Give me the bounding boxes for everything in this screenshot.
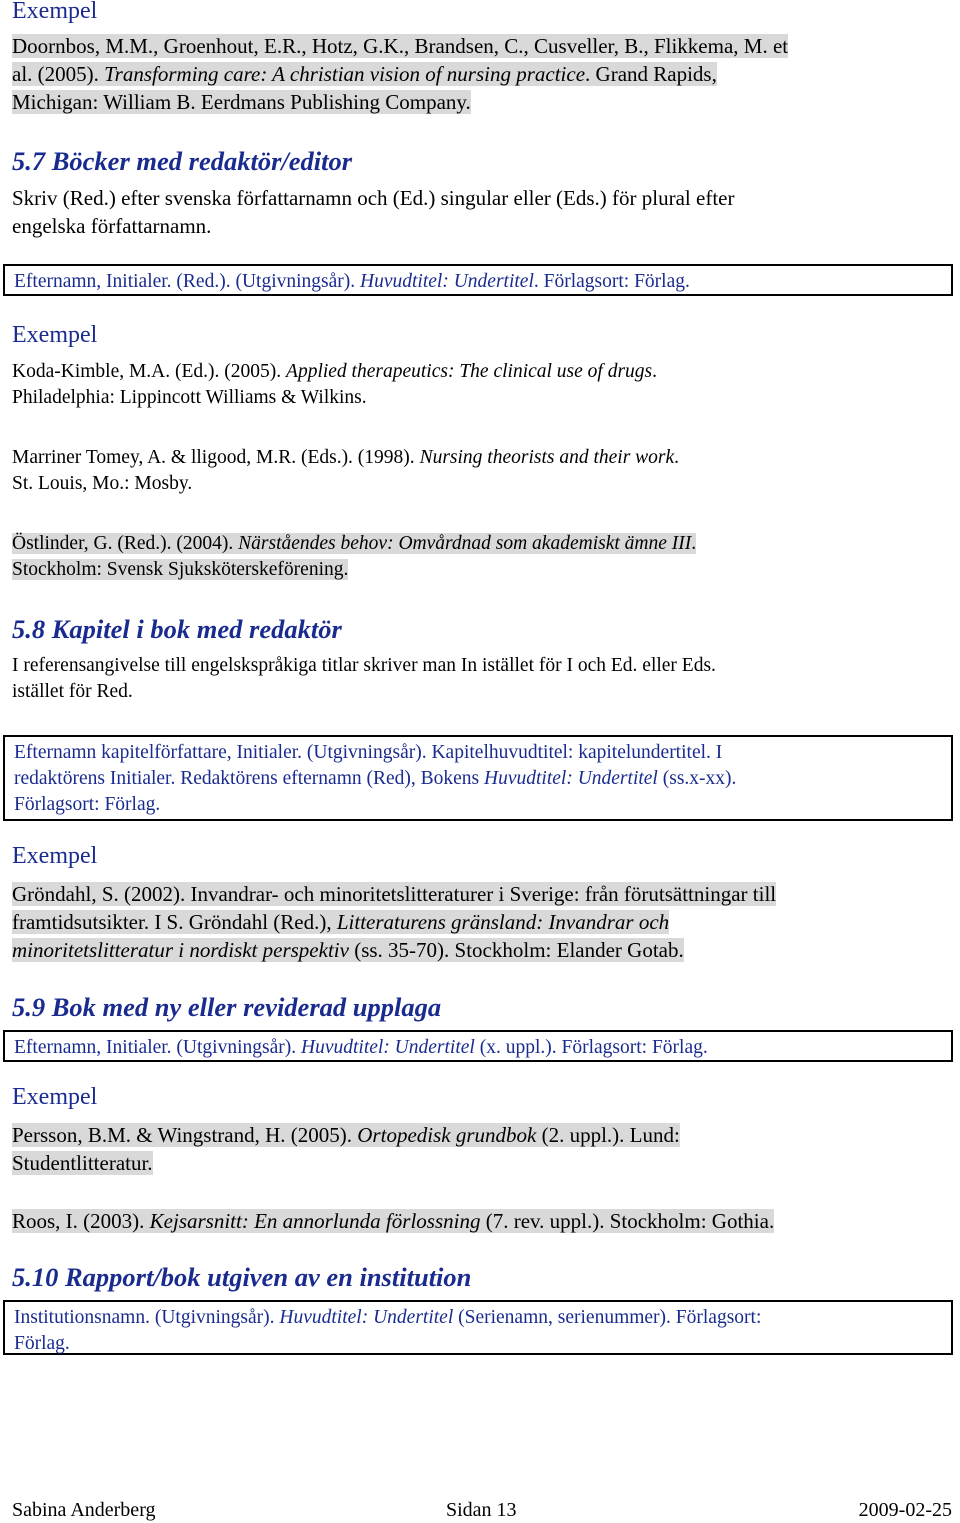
format-template-box: Efternamn kapitelförfattare, Initialer. (Utgivningsår). Kapitelhuvudtitel: kapitelundertitel. I redaktörens Initialer. Redaktörens efternamn (Red), Bokens Huvudtitel: Undertitel (ss.x-xx). Förlagsort: Förlag. — [3, 735, 953, 821]
footer-page-number: Sidan 13 — [446, 1499, 517, 1521]
footer-date: 2009-02-25 — [858, 1499, 952, 1521]
format-template-box: Efternamn, Initialer. (Utgivningsår). Huvudtitel: Undertitel (x. uppl.). Förlagsort: Förlag. — [3, 1030, 953, 1062]
reference-grondahl: Gröndahl, S. (2002). Invandrar- och minoritetslitteraturer i Sverige: från förutsättningar till framtidsutsikter. I S. Gröndahl (Red.), Litteraturens gränsland: Invandrar och minoritetslitteratur i nordiskt perspektiv (ss. 35-70). Stockholm: Elander Gotab. — [12, 882, 777, 962]
ref-line: Michigan: William B. Eerdmans Publishing Company. — [12, 90, 471, 114]
reference-roos: Roos, I. (2003). Kejsarsnitt: En annorlunda förlossning (7. rev. uppl.). Stockholm: Gothia. — [12, 1209, 775, 1233]
reference-doornbos — [12, 32, 788, 116]
reference-ostlinder: Östlinder, G. (Red.). (2004). Närståendes behov: Omvårdnad som akademiskt ämne III. Stockholm: Svensk Sjuksköterskeförening. — [12, 533, 697, 580]
example-label: Exempel — [12, 1084, 98, 1110]
example-label: Exempel — [12, 0, 98, 24]
reference-persson: Persson, B.M. & Wingstrand, H. (2005). Ortopedisk grundbok (2. uppl.). Lund: Studentlitteratur. — [12, 1123, 680, 1175]
section-heading-5-7: 5.7 Böcker med redaktör/editor — [12, 146, 353, 176]
section-heading-5-8: 5.8 Kapitel i bok med redaktör — [12, 614, 342, 644]
section-heading-5-9: 5.9 Bok med ny eller reviderad upplaga — [12, 992, 442, 1022]
section-heading-5-10: 5.10 Rapport/bok utgiven av en institution — [12, 1262, 472, 1292]
section-intro: Skriv (Red.) efter svenska författarnamn och (Ed.) singular eller (Eds.) för plural efter engelska författarnamn. — [12, 186, 735, 238]
footer-author: Sabina Anderberg — [12, 1499, 156, 1521]
section-intro: I referensangivelse till engelskspråkiga titlar skriver man In istället för I och Ed. eller Eds. istället för Red. — [12, 655, 716, 702]
example-label: Exempel — [12, 322, 98, 348]
ref-line: al. (2005). Transforming care: A christian vision of nursing practice. Grand Rapids, — [12, 62, 717, 86]
ref-line: Doornbos, M.M., Groenhout, E.R., Hotz, G.K., Brandsen, C., Cusveller, B., Flikkema, M. et — [12, 34, 789, 58]
format-template-box: Efternamn, Initialer. (Red.). (Utgivningsår). Huvudtitel: Undertitel. Förlagsort: Förlag. — [3, 264, 953, 296]
reference-marriner: Marriner Tomey, A. & lligood, M.R. (Eds.). (1998). Nursing theorists and their work. St. Louis, Mo.: Mosby. — [12, 447, 680, 494]
example-label: Exempel — [12, 843, 98, 869]
format-template-box: Institutionsnamn. (Utgivningsår). Huvudtitel: Undertitel (Serienamn, serienummer). Förlagsort: Förlag. — [3, 1300, 953, 1355]
reference-koda-kimble: Koda-Kimble, M.A. (Ed.). (2005). Applied therapeutics: The clinical use of drugs. Philadelphia: Lippincott Williams & Wilkins. — [12, 361, 658, 408]
